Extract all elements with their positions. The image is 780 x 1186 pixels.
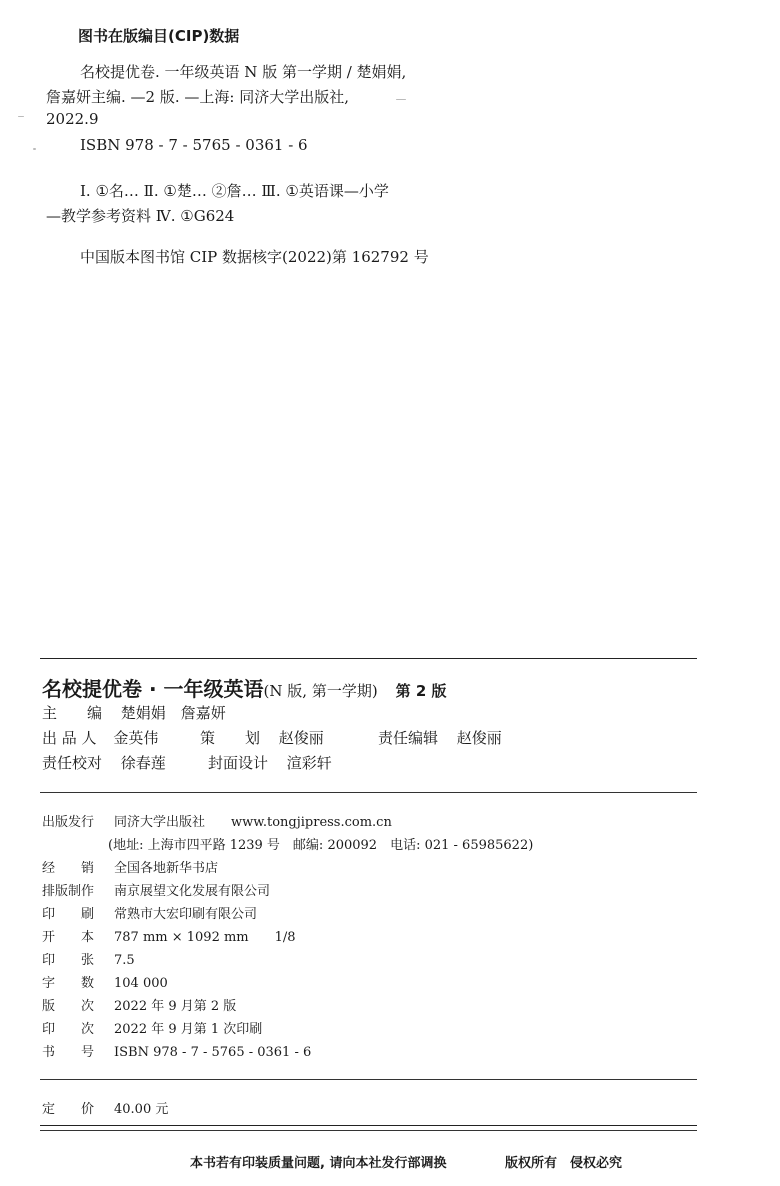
pub-printer-value: 常熟市大宏印刷有限公司 xyxy=(114,907,258,922)
credit-responsible-editor xyxy=(378,727,502,748)
credit-responsible-editor-value: 赵俊丽 xyxy=(456,729,502,747)
pub-isbn xyxy=(42,1041,311,1060)
pub-isbn-label: 书号 xyxy=(42,1045,94,1060)
credit-cover-designer-value: 渲彩轩 xyxy=(286,754,332,772)
credit-proofreader xyxy=(42,752,166,773)
book-title-sub: (N 版, 第一学期) xyxy=(263,682,378,700)
pub-printing xyxy=(42,1018,262,1037)
credit-cover-designer xyxy=(208,752,332,773)
pub-address: (地址: 上海市四平路 1239 号 邮编: 200092 电话: 021 - 65985622) xyxy=(108,838,534,853)
footer-notice: 本书若有印装质量问题, 请向本社发行部调换 xyxy=(190,1156,447,1171)
cip-isbn: ISBN 978 - 7 - 5765 - 0361 - 6 xyxy=(80,136,308,154)
pub-edition-value: 2022 年 9 月第 2 版 xyxy=(114,999,237,1014)
footer-rights: 版权所有 侵权必究 xyxy=(505,1156,623,1171)
credit-responsible-editor-label: 责任编辑 xyxy=(378,729,439,747)
credit-editor-value: 楚娟娟 詹嘉妍 xyxy=(120,704,226,722)
credit-proofreader-label: 责任校对 xyxy=(42,754,103,772)
pub-isbn-value: ISBN 978 - 7 - 5765 - 0361 - 6 xyxy=(114,1045,312,1060)
footer-rule-2 xyxy=(40,1130,697,1131)
credit-planner-label: 策 划 xyxy=(200,729,261,747)
cip-classification-1: Ⅰ. ①名… Ⅱ. ①楚… ②詹… Ⅲ. ①英语课—小学 xyxy=(80,182,389,200)
pub-distributor-label: 经销 xyxy=(42,861,94,876)
credit-proofreader-value: 徐春莲 xyxy=(120,754,166,772)
title-top-rule xyxy=(40,658,697,659)
credit-planner-value: 赵俊丽 xyxy=(278,729,324,747)
book-title xyxy=(42,673,447,702)
scan-speck xyxy=(18,116,24,117)
pub-sheets-label: 印张 xyxy=(42,953,94,968)
publishing-top-rule xyxy=(40,792,697,793)
footer-rule-1 xyxy=(40,1125,697,1126)
book-title-main: 名校提优卷 · 一年级英语 xyxy=(42,677,264,701)
pub-printing-value: 2022 年 9 月第 1 次印刷 xyxy=(114,1022,263,1037)
cip-line-3: 2022.9 xyxy=(46,110,99,128)
pub-publisher xyxy=(42,811,392,830)
book-edition: 第 2 版 xyxy=(395,682,447,700)
pub-publisher-value: 同济大学出版社 www.tongjipress.com.cn xyxy=(114,815,392,830)
price-top-rule xyxy=(40,1079,697,1080)
pub-price-label: 定价 xyxy=(42,1102,94,1117)
pub-word-count xyxy=(42,972,168,991)
credit-editor xyxy=(42,702,226,723)
pub-sheets xyxy=(42,949,135,968)
pub-printer-label: 印刷 xyxy=(42,907,94,922)
pub-sheets-value: 7.5 xyxy=(114,953,135,968)
cip-classification-2: —教学参考资料 Ⅳ. ①G624 xyxy=(46,207,235,225)
pub-word-count-value: 104 000 xyxy=(114,976,168,991)
credit-cover-designer-label: 封面设计 xyxy=(208,754,269,772)
pub-format xyxy=(42,926,296,945)
credit-producer xyxy=(42,727,158,748)
cip-record-number: 中国版本图书馆 CIP 数据核字(2022)第 162792 号 xyxy=(80,248,429,266)
pub-distributor xyxy=(42,857,218,876)
cip-line-1: 名校提优卷. 一年级英语 N 版 第一学期 / 楚娟娟, xyxy=(80,63,407,81)
pub-price xyxy=(42,1098,168,1117)
pub-publisher-label: 出版发行 xyxy=(42,815,95,830)
credit-producer-label: 出 品 人 xyxy=(42,729,97,747)
scan-speck xyxy=(33,148,36,150)
credit-editor-label: 主 编 xyxy=(42,704,103,722)
pub-distributor-value: 全国各地新华书店 xyxy=(114,861,219,876)
pub-edition-label: 版次 xyxy=(42,999,94,1014)
pub-format-value: 787 mm × 1092 mm 1/8 xyxy=(114,930,296,945)
cip-line-2: 詹嘉妍主编. —2 版. —上海: 同济大学出版社, xyxy=(46,88,349,106)
credit-planner xyxy=(200,727,324,748)
pub-typesetting-value: 南京展望文化发展有限公司 xyxy=(114,884,271,899)
pub-word-count-label: 字数 xyxy=(42,976,94,991)
pub-typesetting-label: 排版制作 xyxy=(42,884,95,899)
cip-title: 图书在版编目(CIP)数据 xyxy=(78,27,240,45)
credit-producer-value: 金英伟 xyxy=(113,729,159,747)
pub-typesetting xyxy=(42,880,270,899)
scan-speck xyxy=(396,99,406,100)
pub-edition xyxy=(42,995,236,1014)
pub-printer xyxy=(42,903,257,922)
pub-printing-label: 印次 xyxy=(42,1022,94,1037)
pub-price-value: 40.00 元 xyxy=(114,1102,169,1117)
pub-format-label: 开本 xyxy=(42,930,94,945)
